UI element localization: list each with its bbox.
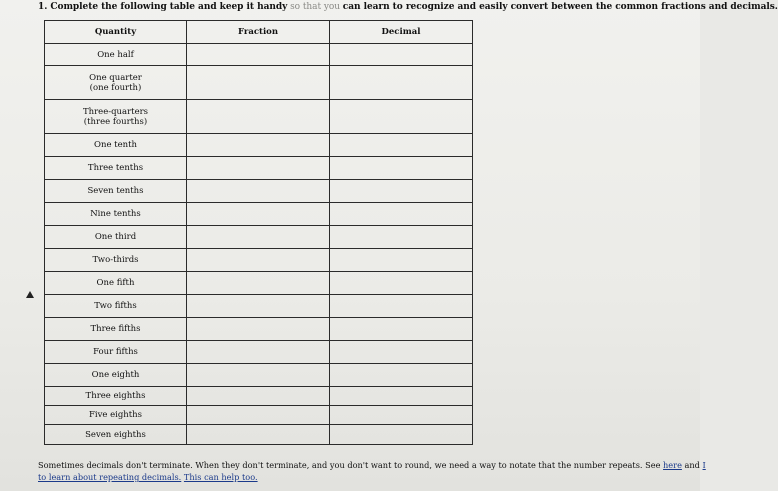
quantity-label: (three fourths) [83, 116, 148, 127]
quantity-label: Nine tenths [90, 209, 141, 219]
fraction-cell[interactable] [187, 295, 330, 318]
quantity-cell [45, 226, 187, 249]
fraction-cell[interactable] [187, 387, 330, 406]
quantity-label: One tenth [94, 140, 137, 150]
quantity-label: Two-thirds [92, 255, 139, 265]
quantity-label: Seven eighths [85, 429, 146, 440]
quantity-cell [45, 157, 187, 180]
quantity-label: Three fifths [90, 324, 141, 334]
table-row [45, 295, 473, 318]
fraction-cell[interactable] [187, 134, 330, 157]
table-row [45, 203, 473, 226]
quantity-label: (one fourth) [89, 82, 142, 93]
fraction-cell[interactable] [187, 249, 330, 272]
fraction-cell[interactable] [187, 44, 330, 66]
fraction-cell[interactable] [187, 157, 330, 180]
footer-and: and [681, 460, 703, 470]
decimal-cell[interactable] [330, 66, 473, 100]
decimal-cell[interactable] [330, 272, 473, 295]
quantity-cell [45, 387, 187, 406]
fraction-cell[interactable] [187, 364, 330, 387]
quantity-label: Four fifths [93, 347, 138, 357]
decimal-cell[interactable] [330, 364, 473, 387]
fraction-cell[interactable] [187, 341, 330, 364]
table-row [45, 341, 473, 364]
footer-line-1 [38, 459, 706, 471]
decimal-cell[interactable] [330, 134, 473, 157]
quantity-label: One eighth [91, 370, 140, 380]
quantity-cell [45, 425, 187, 445]
instruction-rest: can learn to recognize and easily convert between the common fractions and decimals. [342, 2, 778, 12]
help-link[interactable]: This can help too. [183, 472, 258, 482]
decimal-cell[interactable] [330, 406, 473, 425]
quantity-label: Three tenths [87, 163, 144, 173]
table-row [45, 406, 473, 425]
decimal-cell[interactable] [330, 318, 473, 341]
second-link[interactable]: I [702, 460, 706, 470]
table-row [45, 100, 473, 134]
quantity-label: Two fifths [94, 301, 137, 311]
decimal-cell[interactable] [330, 425, 473, 445]
fraction-cell[interactable] [187, 406, 330, 425]
decimal-cell[interactable] [330, 44, 473, 66]
fraction-cell[interactable] [187, 180, 330, 203]
instruction-text [38, 2, 778, 12]
decimal-cell[interactable] [330, 157, 473, 180]
decimal-cell[interactable] [330, 180, 473, 203]
quantity-cell [45, 100, 187, 134]
table-row [45, 364, 473, 387]
quantity-cell [45, 272, 187, 295]
instruction-lead: 1. Complete the following table and keep it handy [38, 2, 288, 12]
table-header-row [45, 21, 473, 44]
table-row [45, 134, 473, 157]
table-row [45, 180, 473, 203]
fraction-cell[interactable] [187, 203, 330, 226]
table-row [45, 44, 473, 66]
table-row [45, 66, 473, 100]
fraction-cell[interactable] [187, 318, 330, 341]
decimal-cell[interactable] [330, 226, 473, 249]
header-quantity: Quantity [45, 21, 187, 44]
quantity-label: Five eighths [88, 410, 143, 420]
quantity-cell [45, 249, 187, 272]
footer-note [38, 459, 706, 483]
quantity-cell [45, 180, 187, 203]
quantity-label: Seven tenths [87, 186, 144, 196]
quantity-label: Three eighths [85, 391, 146, 401]
quantity-cell [45, 134, 187, 157]
header-fraction: Fraction [187, 21, 330, 44]
quantity-cell [45, 44, 187, 66]
quantity-cell [45, 318, 187, 341]
decimal-cell[interactable] [330, 203, 473, 226]
table-body [45, 44, 473, 445]
instruction-faint: so that you [287, 2, 343, 12]
here-link[interactable]: here [663, 460, 682, 470]
table-row [45, 387, 473, 406]
quantity-cell [45, 406, 187, 425]
quantity-cell [45, 341, 187, 364]
quantity-cell [45, 295, 187, 318]
fraction-cell[interactable] [187, 272, 330, 295]
footer-text: Sometimes decimals don't terminate. When they don't terminate, and you don't want to round, we need a way to notate that the number repeats. See [38, 460, 664, 470]
table-row [45, 272, 473, 295]
decimal-cell[interactable] [330, 341, 473, 364]
mouse-cursor-icon [26, 291, 34, 298]
fraction-cell[interactable] [187, 425, 330, 445]
fraction-cell[interactable] [187, 66, 330, 100]
repeating-decimals-link[interactable]: to learn about repeating decimals. [38, 472, 182, 482]
table-row [45, 249, 473, 272]
table-row [45, 425, 473, 445]
quantity-label: Three-quarters [82, 106, 149, 117]
quantity-label: One third [94, 232, 137, 242]
table-row [45, 226, 473, 249]
conversion-table [44, 20, 473, 445]
header-decimal: Decimal [330, 21, 473, 44]
fraction-cell[interactable] [187, 226, 330, 249]
footer-line-2 [38, 471, 700, 483]
quantity-cell [45, 364, 187, 387]
quantity-cell [45, 203, 187, 226]
quantity-label: One half [97, 49, 134, 60]
quantity-label: One quarter [89, 72, 142, 83]
fraction-cell[interactable] [187, 100, 330, 134]
quantity-label: One fifth [96, 278, 135, 288]
table-row [45, 318, 473, 341]
decimal-cell[interactable] [330, 295, 473, 318]
decimal-cell[interactable] [330, 387, 473, 406]
quantity-cell [45, 66, 187, 100]
decimal-cell[interactable] [330, 100, 473, 134]
table-row [45, 157, 473, 180]
decimal-cell[interactable] [330, 249, 473, 272]
